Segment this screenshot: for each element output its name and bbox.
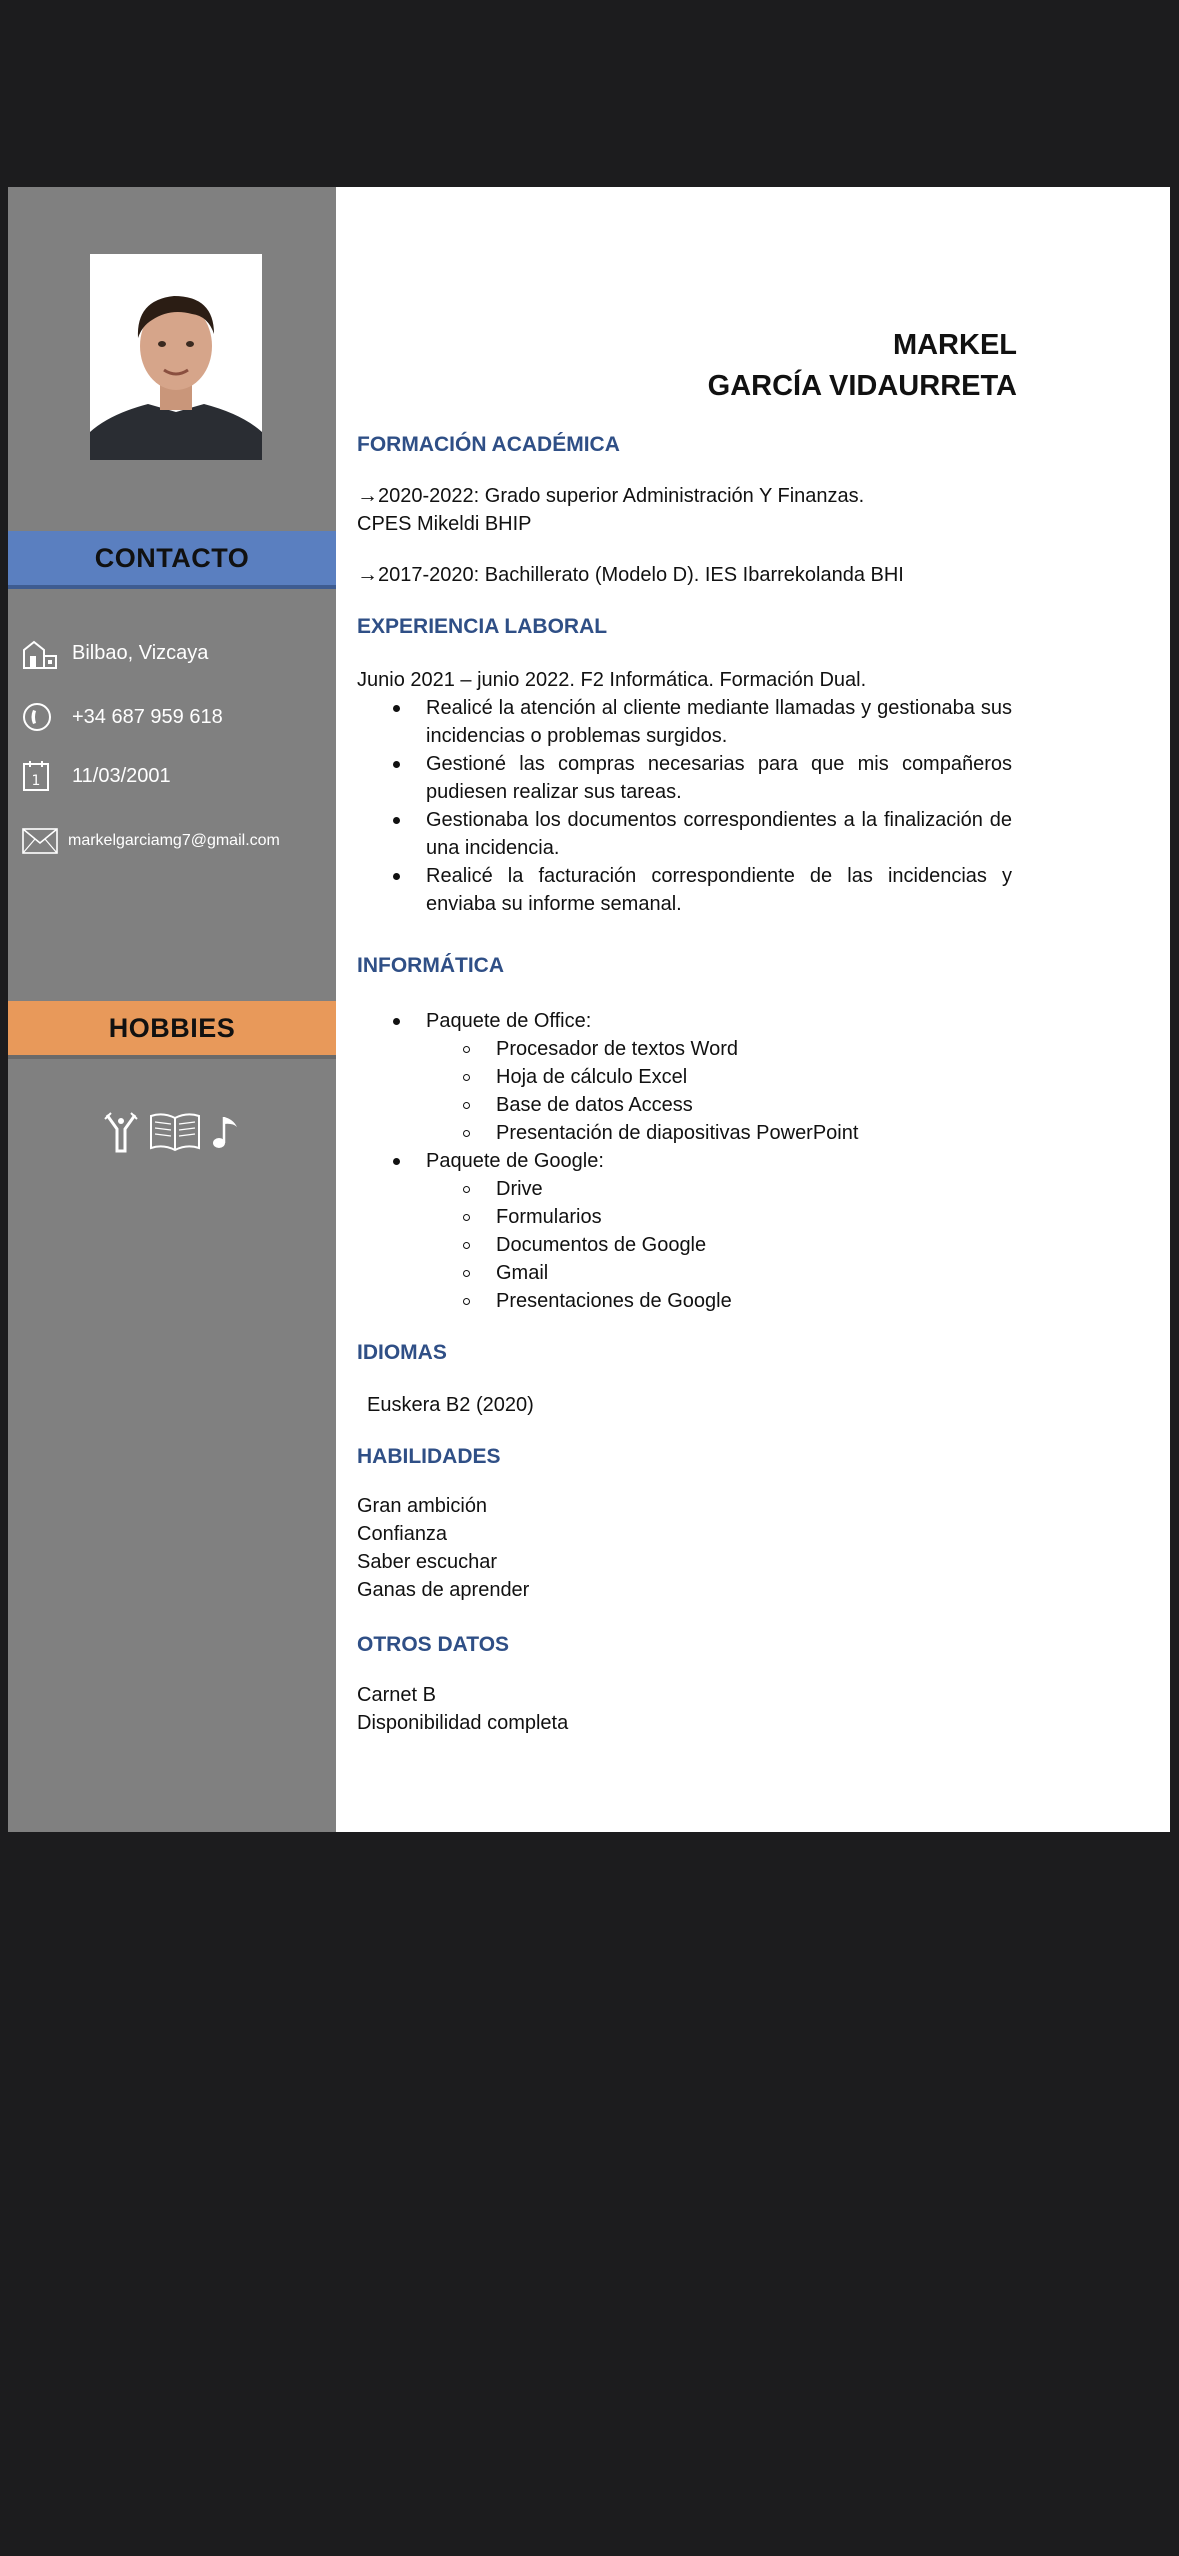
list-item: Realicé la facturación correspondiente de las incidencias y enviaba su informe semanal. [357,862,1012,918]
habilidades-body [357,1492,1017,1604]
book-icon [149,1112,201,1152]
arrow-icon: → [357,563,378,586]
profile-photo [90,254,262,460]
experiencia-list [357,694,1012,918]
habilidad-item: Confianza [357,1523,448,1545]
sub-item: Formularios [357,1203,1017,1231]
sub-list [357,1175,1017,1315]
section-idiomas [357,1339,1017,1367]
hobby-icons [8,1111,336,1153]
climbing-icon [103,1111,139,1153]
habilidad-item: Saber escuchar [357,1551,498,1573]
arrow-icon: → [357,484,378,507]
last-name: GARCÍA VIDAURRETA [707,370,1017,402]
formacion-entry [357,561,1017,589]
list-item: Realicé la atención al cliente mediante llamadas y gestionaba sus incidencias o problemas surgidos. [357,694,1012,750]
portrait-image [90,254,262,460]
sidebar [8,187,336,1832]
phone-text: +34 687 959 618 [72,705,223,728]
habilidad-item: Ganas de aprender [357,1579,530,1601]
envelope-icon [22,823,62,859]
experiencia-body [357,666,1012,918]
sub-item: Base de datos Access [357,1091,1017,1119]
section-title: FORMACIÓN ACADÉMICA [357,433,620,456]
contact-phone [22,699,332,735]
full-name [708,325,1017,407]
svg-text:1: 1 [31,773,41,789]
section-title: INFORMÁTICA [357,954,504,977]
cv-page [8,187,1170,1832]
sub-item: Presentaciones de Google [357,1287,1017,1315]
formacion-line: CPES Mikeldi BHIP [357,513,532,535]
informatica-list [357,1007,1017,1315]
experiencia-intro: Junio 2021 – junio 2022. F2 Informática. Formación Dual. [357,669,867,691]
contact-heading: CONTACTO [8,531,336,589]
section-habilidades [357,1443,1017,1471]
formacion-entry [357,482,1017,538]
sub-item: Hoja de cálculo Excel [357,1063,1017,1091]
section-title: HABILIDADES [357,1445,501,1468]
sub-list [357,1035,1017,1147]
email-text[interactable]: markelgarciamg7@gmail.com [68,832,280,849]
sub-item: Procesador de textos Word [357,1035,1017,1063]
music-note-icon [211,1113,241,1151]
section-title: EXPERIENCIA LABORAL [357,615,608,638]
idiomas-body [367,1391,1027,1419]
sub-item: Documentos de Google [357,1231,1017,1259]
habilidad-item: Gran ambición [357,1495,488,1517]
birthdate-text: 11/03/2001 [72,764,171,787]
contact-location [22,635,332,671]
list-item: Gestionaba los documentos correspondientes a la finalización de una incidencia. [357,806,1012,862]
calendar-icon [22,758,62,794]
sub-item: Presentación de diapositivas PowerPoint [357,1119,1017,1147]
formacion-line: 2017-2020: Bachillerato (Modelo D). IES Ibarrekolanda BHI [378,564,904,586]
section-formacion [357,431,1017,459]
list-item [357,1147,1017,1315]
section-experiencia [357,613,1017,641]
idioma-item: Euskera B2 (2020) [367,1394,534,1416]
hobbies-heading: HOBBIES [8,1001,336,1059]
sub-item: Gmail [357,1259,1017,1287]
section-title: OTROS DATOS [357,1633,510,1656]
group-label: Paquete de Office: [426,1010,592,1032]
section-otros [357,1631,1017,1659]
house-icon [22,635,62,671]
otros-item: Disponibilidad completa [357,1712,569,1734]
first-name: MARKEL [892,329,1017,361]
contact-email [22,823,332,859]
list-item: Gestioné las compras necesarias para que mis compañeros pudiesen realizar sus tareas. [357,750,1012,806]
list-item [357,1007,1017,1147]
sub-item: Drive [357,1175,1017,1203]
otros-body [357,1681,1017,1737]
group-label: Paquete de Google: [426,1150,604,1172]
section-title: IDIOMAS [357,1341,447,1364]
contact-birthdate [22,758,332,794]
otros-item: Carnet B [357,1684,436,1706]
informatica-body [357,1007,1017,1315]
formacion-line: 2020-2022: Grado superior Administración Y Finanzas. [378,485,865,507]
section-informatica [357,952,1017,980]
location-text: Bilbao, Vizcaya [72,641,209,664]
phone-icon [22,699,62,735]
